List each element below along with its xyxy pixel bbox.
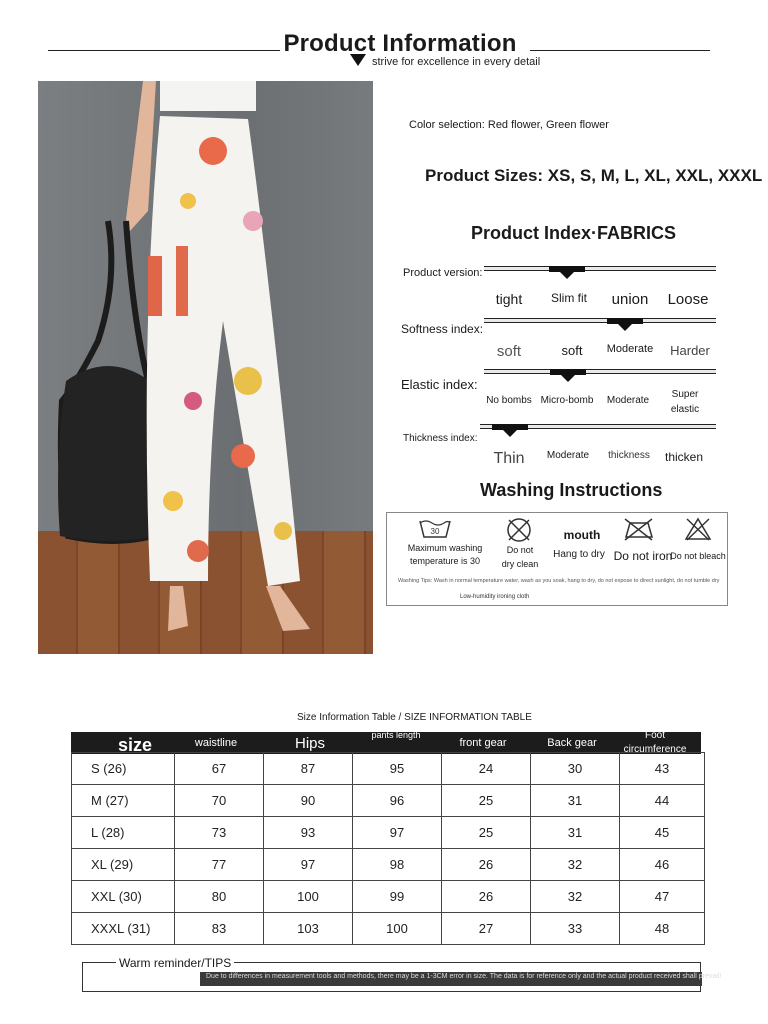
table-cell: XXXL (31) bbox=[72, 913, 175, 945]
color-selection: Color selection: Red flower, Green flower bbox=[409, 119, 609, 131]
table-cell: 31 bbox=[531, 785, 620, 817]
index-marker-version bbox=[558, 270, 576, 279]
index-scale-softness bbox=[484, 318, 716, 323]
index-label-elastic: Elastic index: bbox=[401, 377, 478, 392]
option-soft-1: soft bbox=[496, 343, 522, 360]
table-row bbox=[72, 753, 705, 785]
no-bleach-text: Do not bleach bbox=[670, 551, 726, 561]
table-cell: 26 bbox=[442, 881, 531, 913]
no-iron-text: Do not iron bbox=[613, 549, 673, 563]
option-tight: tight bbox=[495, 291, 523, 307]
option-union: union bbox=[611, 291, 649, 308]
header-triangle-icon bbox=[350, 54, 366, 66]
product-sizes: Product Sizes: XS, S, M, L, XL, XXL, XXXL bbox=[425, 166, 763, 185]
table-cell: 90 bbox=[264, 785, 353, 817]
svg-text:30: 30 bbox=[430, 527, 440, 536]
tips-text: Due to differences in measurement tools and methods, there may be a 1-3CM error in size. The data is for reference only and the actual product received shall prevail! bbox=[206, 973, 722, 980]
option-thicken: thicken bbox=[664, 450, 704, 464]
size-table-title: Size Information Table / SIZE INFORMATION TABLE bbox=[297, 712, 532, 723]
index-label-thickness: Thickness index: bbox=[403, 433, 478, 444]
table-cell: 80 bbox=[175, 881, 264, 913]
option-moderate: Moderate bbox=[606, 343, 654, 355]
header-back-gear: Back gear bbox=[547, 737, 597, 749]
header-hips: Hips bbox=[294, 735, 325, 752]
index-title: Product Index·FABRICS bbox=[471, 223, 677, 243]
washing-tips: Washing Tips: Wash in normal temperature water, wash as you soak, hang to dry, do not expose to direct sunlight, do not tumble dry bbox=[398, 578, 720, 584]
table-cell: M (27) bbox=[72, 785, 175, 817]
table-cell: L (28) bbox=[72, 817, 175, 849]
header-waistline: waistline bbox=[194, 737, 238, 749]
table-cell: XXL (30) bbox=[72, 881, 175, 913]
index-scale-elastic bbox=[484, 369, 716, 374]
table-cell: 77 bbox=[175, 849, 264, 881]
no-dry-clean-icon bbox=[505, 517, 533, 543]
table-cell: 27 bbox=[442, 913, 531, 945]
mouth-text: mouth bbox=[563, 528, 601, 542]
table-cell: 26 bbox=[442, 849, 531, 881]
option-thin: Thin bbox=[493, 450, 525, 467]
table-cell: 44 bbox=[620, 785, 705, 817]
option-moderate-elastic: Moderate bbox=[606, 395, 650, 406]
option-thickness: thickness bbox=[608, 450, 650, 461]
no-iron-icon bbox=[622, 517, 654, 541]
header-pants-length: pants length bbox=[371, 730, 421, 740]
hang-dry-text: Hang to dry bbox=[553, 549, 605, 560]
table-cell: 24 bbox=[442, 753, 531, 785]
option-soft-2: soft bbox=[561, 343, 583, 358]
page-title: Product Information bbox=[283, 30, 517, 57]
header-foot-circumference: Foot circumference bbox=[623, 730, 687, 755]
table-cell: 46 bbox=[620, 849, 705, 881]
table-cell: 100 bbox=[264, 881, 353, 913]
table-cell: 48 bbox=[620, 913, 705, 945]
table-cell: 87 bbox=[264, 753, 353, 785]
table-cell: 25 bbox=[442, 785, 531, 817]
option-harder: Harder bbox=[670, 343, 710, 358]
model-illustration bbox=[38, 81, 373, 654]
tips-title: Warm reminder/TIPS bbox=[116, 956, 234, 970]
index-marker-softness bbox=[616, 322, 634, 331]
option-no-bombs: No bombs bbox=[486, 395, 532, 406]
table-cell: 70 bbox=[175, 785, 264, 817]
page-subtitle: strive for excellence in every detail bbox=[372, 56, 541, 68]
index-label-softness: Softness index: bbox=[401, 322, 484, 336]
table-cell: XL (29) bbox=[72, 849, 175, 881]
no-bleach-icon bbox=[684, 517, 712, 541]
table-cell: 97 bbox=[353, 817, 442, 849]
product-photo bbox=[38, 81, 373, 654]
size-table bbox=[71, 752, 705, 945]
table-row bbox=[72, 913, 705, 945]
table-cell: 43 bbox=[620, 753, 705, 785]
option-slim-fit: Slim fit bbox=[551, 291, 587, 305]
table-cell: 30 bbox=[531, 753, 620, 785]
table-row bbox=[72, 817, 705, 849]
table-cell: 99 bbox=[353, 881, 442, 913]
table-cell: 97 bbox=[264, 849, 353, 881]
index-label-version: Product version: bbox=[403, 267, 483, 279]
table-cell: 47 bbox=[620, 881, 705, 913]
table-cell: 32 bbox=[531, 849, 620, 881]
table-row bbox=[72, 849, 705, 881]
washing-title: Washing Instructions bbox=[480, 480, 663, 500]
table-cell: 67 bbox=[175, 753, 264, 785]
option-loose: Loose bbox=[667, 291, 709, 308]
table-cell: 93 bbox=[264, 817, 353, 849]
table-cell: 95 bbox=[353, 753, 442, 785]
table-cell: 45 bbox=[620, 817, 705, 849]
table-cell: S (26) bbox=[72, 753, 175, 785]
table-cell: 32 bbox=[531, 881, 620, 913]
table-cell: 33 bbox=[531, 913, 620, 945]
index-marker-elastic bbox=[559, 373, 577, 382]
no-dry-clean-text: Do not dry clean bbox=[501, 545, 539, 569]
table-cell: 83 bbox=[175, 913, 264, 945]
table-cell: 31 bbox=[531, 817, 620, 849]
table-cell: 25 bbox=[442, 817, 531, 849]
wash-30-icon bbox=[418, 517, 452, 541]
option-moderate-thick: Moderate bbox=[546, 450, 590, 461]
table-cell: 98 bbox=[353, 849, 442, 881]
header-front-gear: front gear bbox=[459, 737, 507, 749]
index-marker-thickness bbox=[501, 428, 519, 437]
table-cell: 100 bbox=[353, 913, 442, 945]
option-micro-bomb: Micro-bomb bbox=[540, 395, 594, 406]
header-size: size bbox=[117, 735, 153, 755]
table-cell: 96 bbox=[353, 785, 442, 817]
option-super-elastic: Super elastic bbox=[670, 389, 700, 415]
index-scale-version bbox=[484, 266, 716, 271]
table-row bbox=[72, 881, 705, 913]
table-cell: 103 bbox=[264, 913, 353, 945]
washing-tips-2: Low-humidity ironing cloth bbox=[460, 594, 530, 600]
table-row bbox=[72, 785, 705, 817]
max-temp-text: Maximum washing temperature is 30 bbox=[407, 543, 483, 566]
table-cell: 73 bbox=[175, 817, 264, 849]
